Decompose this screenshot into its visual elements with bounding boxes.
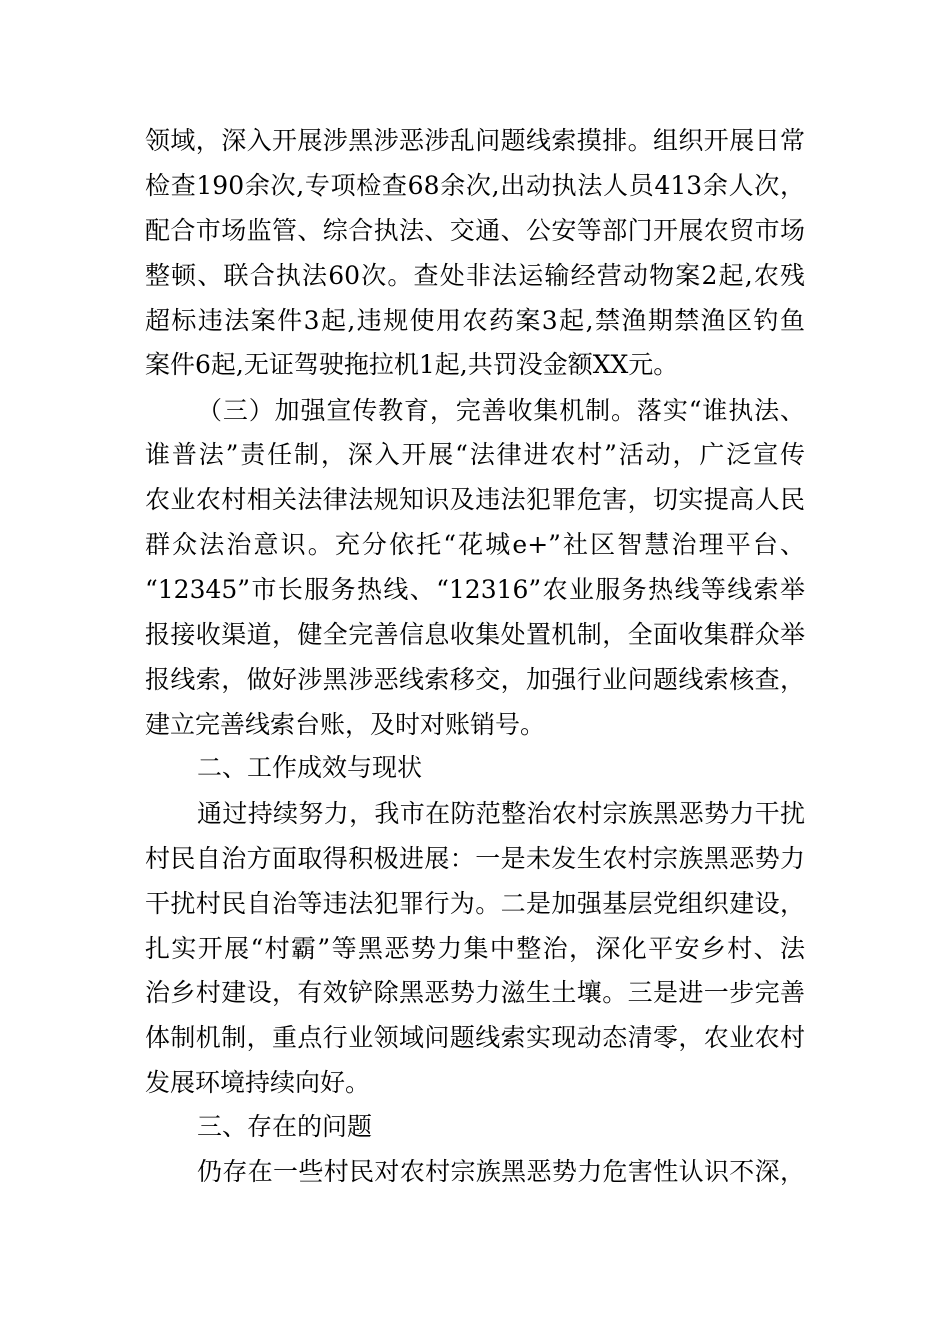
body-text-line: 超标违法案件3起,违规使用农药案3起,禁渔期禁渔区钓鱼 [145, 306, 805, 335]
paragraph-first-line: 通过持续努力，我市在防范整治农村宗族黑恶势力干扰 [197, 799, 805, 828]
section-lead-line: （三）加强宣传教育，完善收集机制。落实“谁执法、 [197, 396, 805, 425]
body-text-line: 扎实开展“村霸”等黑恶势力集中整治，深化平安乡村、法 [145, 934, 805, 963]
body-text-line: 报线索，做好涉黑涉恶线索移交，加强行业问题线索核查， [145, 665, 805, 694]
section-heading: 二、工作成效与现状 [197, 753, 423, 782]
section-heading: 三、存在的问题 [197, 1112, 373, 1141]
body-text-line: 检查190余次,专项检查68余次,出动执法人员413余人次， [145, 171, 805, 200]
paragraph-first-line: 仍存在一些村民对农村宗族黑恶势力危害性认识不深， [197, 1157, 805, 1186]
body-text-line: 谁普法”责任制，深入开展“法律进农村”活动，广泛宣传 [145, 440, 805, 469]
body-text-line: 干扰村民自治等违法犯罪行为。二是加强基层党组织建设， [145, 889, 805, 918]
body-text-line: 领域，深入开展涉黑涉恶涉乱问题线索摸排。组织开展日常 [145, 126, 805, 155]
body-text-line: 整顿、联合执法60次。查处非法运输经营动物案2起,农残 [145, 261, 805, 290]
body-text-line: 治乡村建设，有效铲除黑恶势力滋生土壤。三是进一步完善 [145, 978, 805, 1007]
body-text-line: 发展环境持续向好。 [145, 1068, 371, 1097]
body-text-line: 配合市场监管、综合执法、交通、公安等部门开展农贸市场 [145, 216, 805, 245]
body-text-line: 体制机制，重点行业领域问题线索实现动态清零，农业农村 [145, 1023, 805, 1052]
body-text-line: 农业农村相关法律法规知识及违法犯罪危害，切实提高人民 [145, 485, 805, 514]
body-text-line: 案件6起,无证驾驶拖拉机1起,共罚没金额XX元。 [145, 350, 679, 379]
body-text-line: “12345”市长服务热线、“12316”农业服务热线等线索举 [145, 575, 805, 604]
body-text-line: 建立完善线索台账，及时对账销号。 [145, 710, 546, 739]
body-text-line: 报接收渠道，健全完善信息收集处置机制，全面收集群众举 [145, 620, 805, 649]
body-text-line: 群众法治意识。充分依托“花城e+”社区智慧治理平台、 [145, 530, 805, 559]
body-text-line: 村民自治方面取得积极进展：一是未发生农村宗族黑恶势力 [145, 844, 805, 873]
